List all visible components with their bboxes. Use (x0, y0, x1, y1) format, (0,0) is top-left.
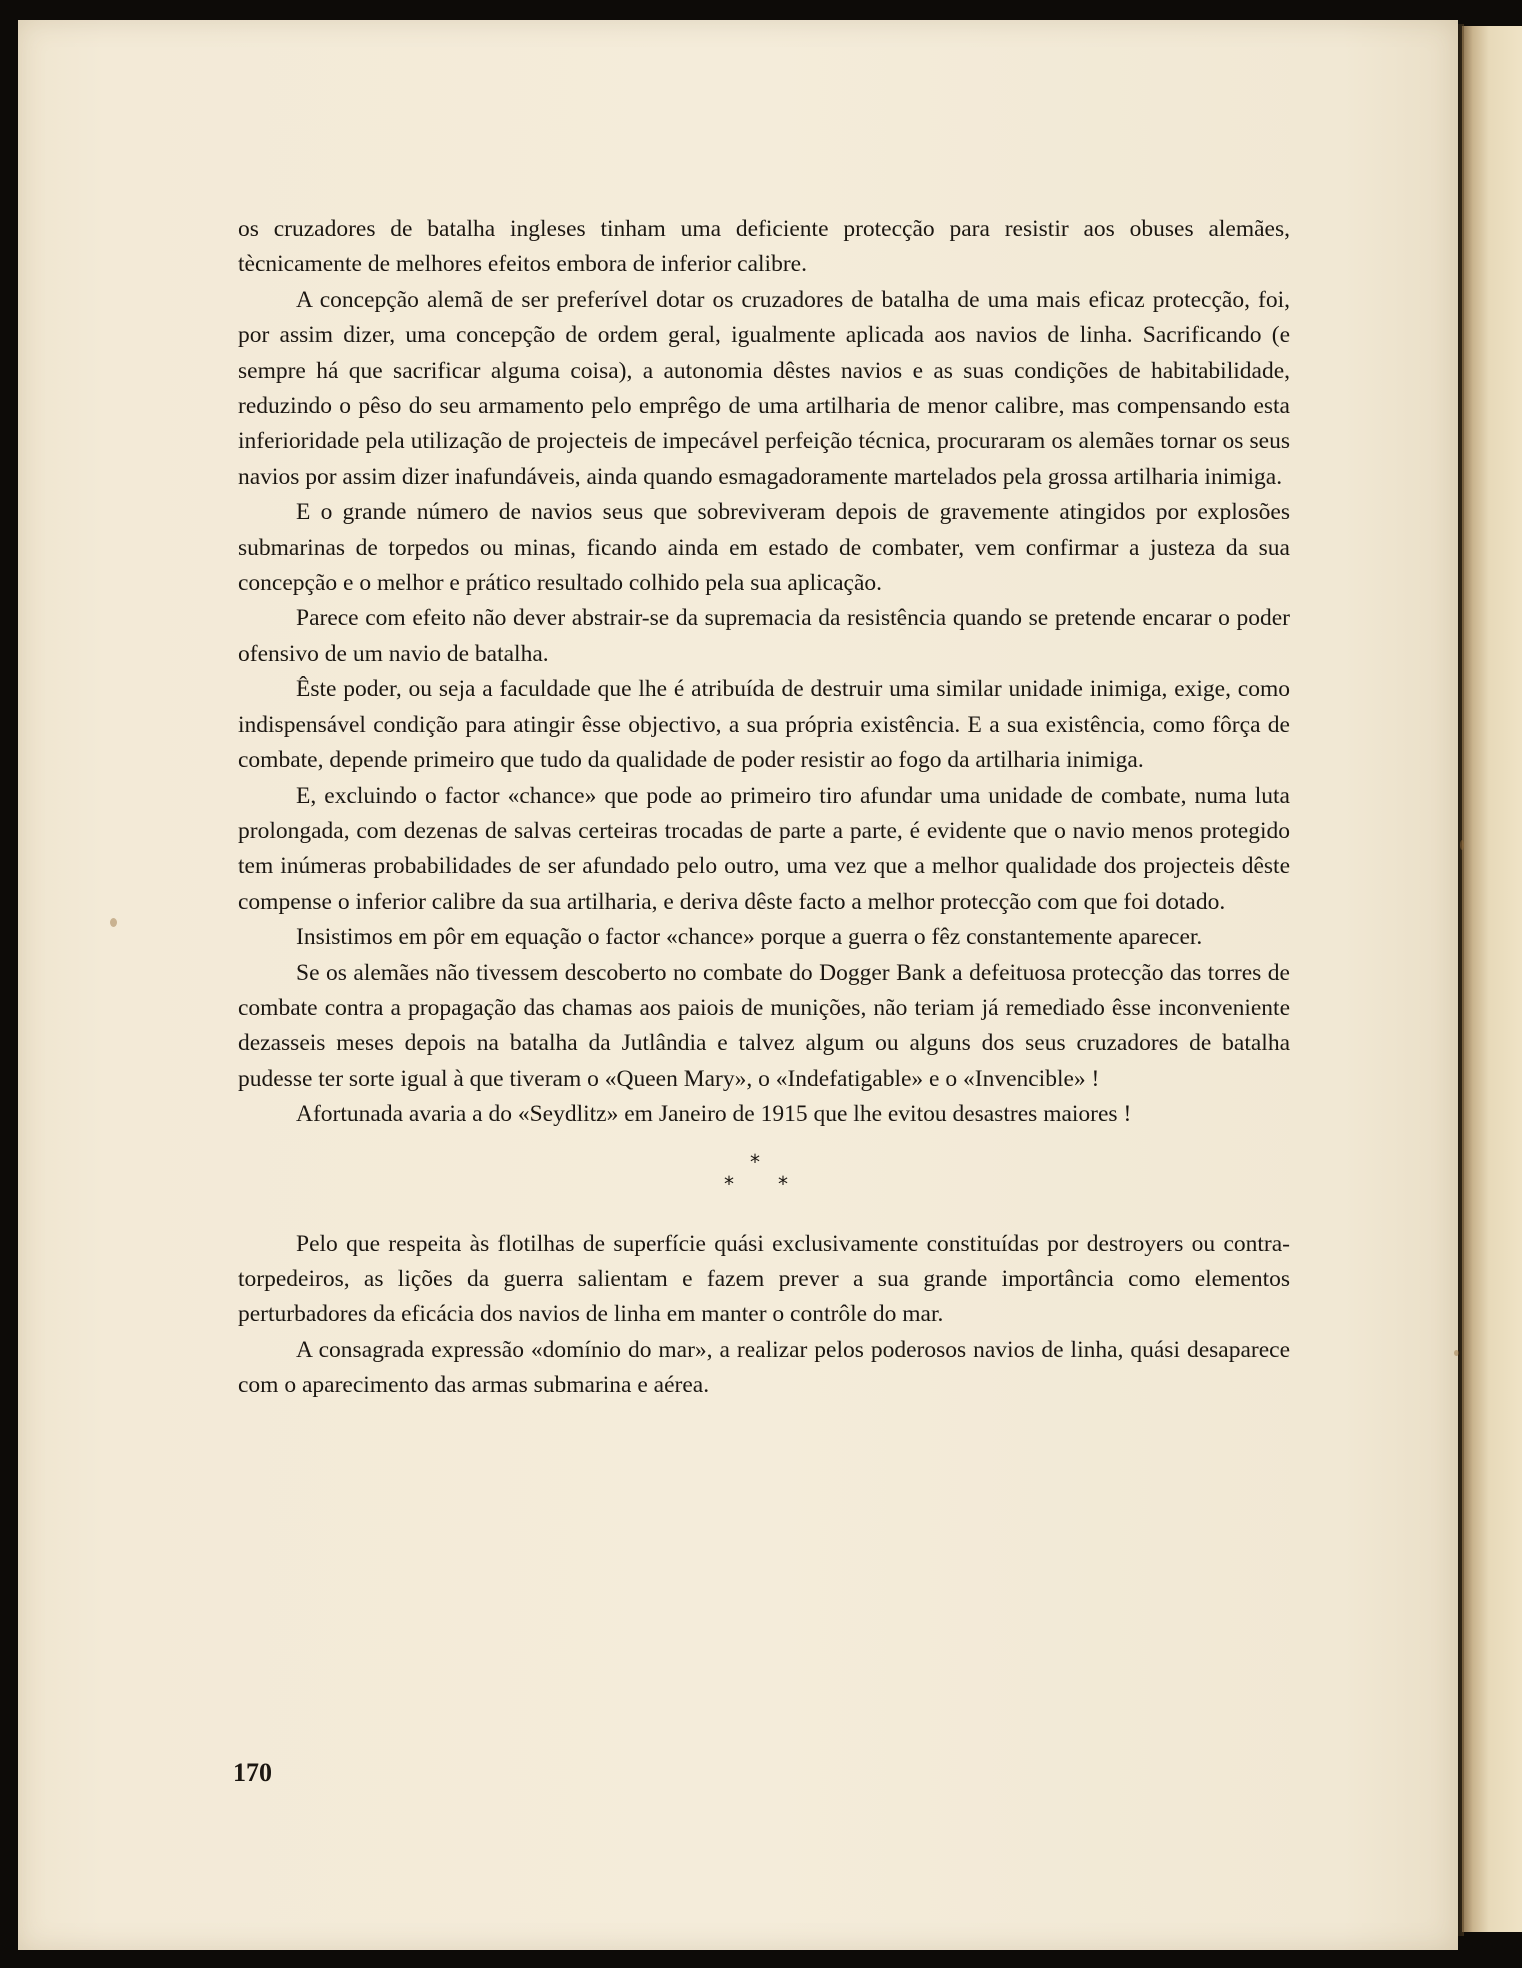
asterism-star: * (750, 1149, 760, 1174)
section-break-asterism (238, 1139, 1290, 1199)
page-number: 170 (233, 1758, 272, 1787)
paragraph: A concepção alemã de ser preferível dotar os cruzadores de batalha de uma mais eficaz protecção, foi, por assim dizer, uma concepção de ordem geral, igualmente aplicada aos navios de linha. Sacrificando (e sempre há que sacrificar alguma coisa), a autonomia dêstes navios e as suas condições de habitabilidade, reduzindo o pêso do seu armamento pelo emprêgo de uma artilharia de menor calibre, mas compensando esta inferioridade pela utilização de projecteis de impecável perfeição técnica, procuraram os alemães tornar os seus navios por assim dizer inafundáveis, ainda quando esmagadoramente martelados pela grossa artilharia inimiga. (238, 286, 1290, 490)
asterism-star: * (778, 1171, 788, 1196)
paragraph: Pelo que respeita às flotilhas de superfície quási exclusivamente constituídas por destroyers ou contra-torpedeiros, as lições da guerra salientam e fazem prever a sua grande importância como elementos perturbadores da eficácia dos navios de linha em manter o contrôle do mar. (238, 1230, 1290, 1328)
paper-speck (110, 918, 117, 927)
asterism-star: * (724, 1171, 734, 1196)
adjacent-page-edge (1462, 26, 1522, 1932)
paragraph: E o grande número de navios seus que sobreviveram depois de gravemente atingidos por explosões submarinas de torpedos ou minas, ficando ainda em estado de combater, vem confirmar a justeza da sua concepção e o melhor e prático resultado colhido pela sua aplicação. (238, 499, 1290, 597)
paragraph: Afortunada avaria a do «Seydlitz» em Janeiro de 1915 que lhe evitou desastres maiores ! (296, 1101, 1132, 1128)
paragraph: Insistimos em pôr em equação o factor «chance» porque a guerra o fêz constantemente aparecer. (296, 924, 1203, 951)
paragraph: Se os alemães não tivessem descoberto no combate do Dogger Bank a defeituosa protecção das torres de combate contra a propagação das chamas aos paiois de munições, não teriam já remediado êsse inconveniente dezasseis meses depois na batalha da Jutlândia e talvez algum ou alguns dos seus cruzadores de batalha pudesse ter sorte igual à que tiveram o «Queen Mary», o «Indefatigable» e o «Invencible» ! (238, 959, 1290, 1092)
paper-speck (1460, 840, 1464, 850)
body-text (238, 212, 1290, 1404)
paper-speck (1454, 1350, 1459, 1356)
paragraph: Parece com efeito não dever abstrair-se da supremacia da resistência quando se pretende encarar o poder ofensivo de um navio de batalha. (238, 605, 1290, 667)
paragraph: Êste poder, ou seja a faculdade que lhe é atribuída de destruir uma similar unidade inimiga, exige, como indispensável condição para atingir êsse objectivo, a sua própria existência. E a sua existência, como fôrça de combate, depende primeiro que tudo da qualidade de poder resistir ao fogo da artilharia inimiga. (238, 676, 1290, 774)
paragraph: A consagrada expressão «domínio do mar», a realizar pelos poderosos navios de linha, quási desaparece com o aparecimento das armas submarina e aérea. (238, 1336, 1290, 1399)
paragraph: os cruzadores de batalha ingleses tinham uma deficiente protecção para resistir aos obuses alemães, tècnicamente de melhores efeitos embora de inferior calibre. (238, 216, 1290, 278)
paragraph: E, excluindo o factor «chance» que pode ao primeiro tiro afundar uma unidade de combate, numa luta prolongada, com dezenas de salvas certeiras trocadas de parte a parte, é evidente que o navio menos protegido tem inúmeras probabilidades de ser afundado pelo outro, uma vez que a melhor qualidade dos projecteis dêste compense o inferior calibre da sua artilharia, e deriva dêste facto a melhor protecção com que foi dotado. (238, 782, 1290, 915)
